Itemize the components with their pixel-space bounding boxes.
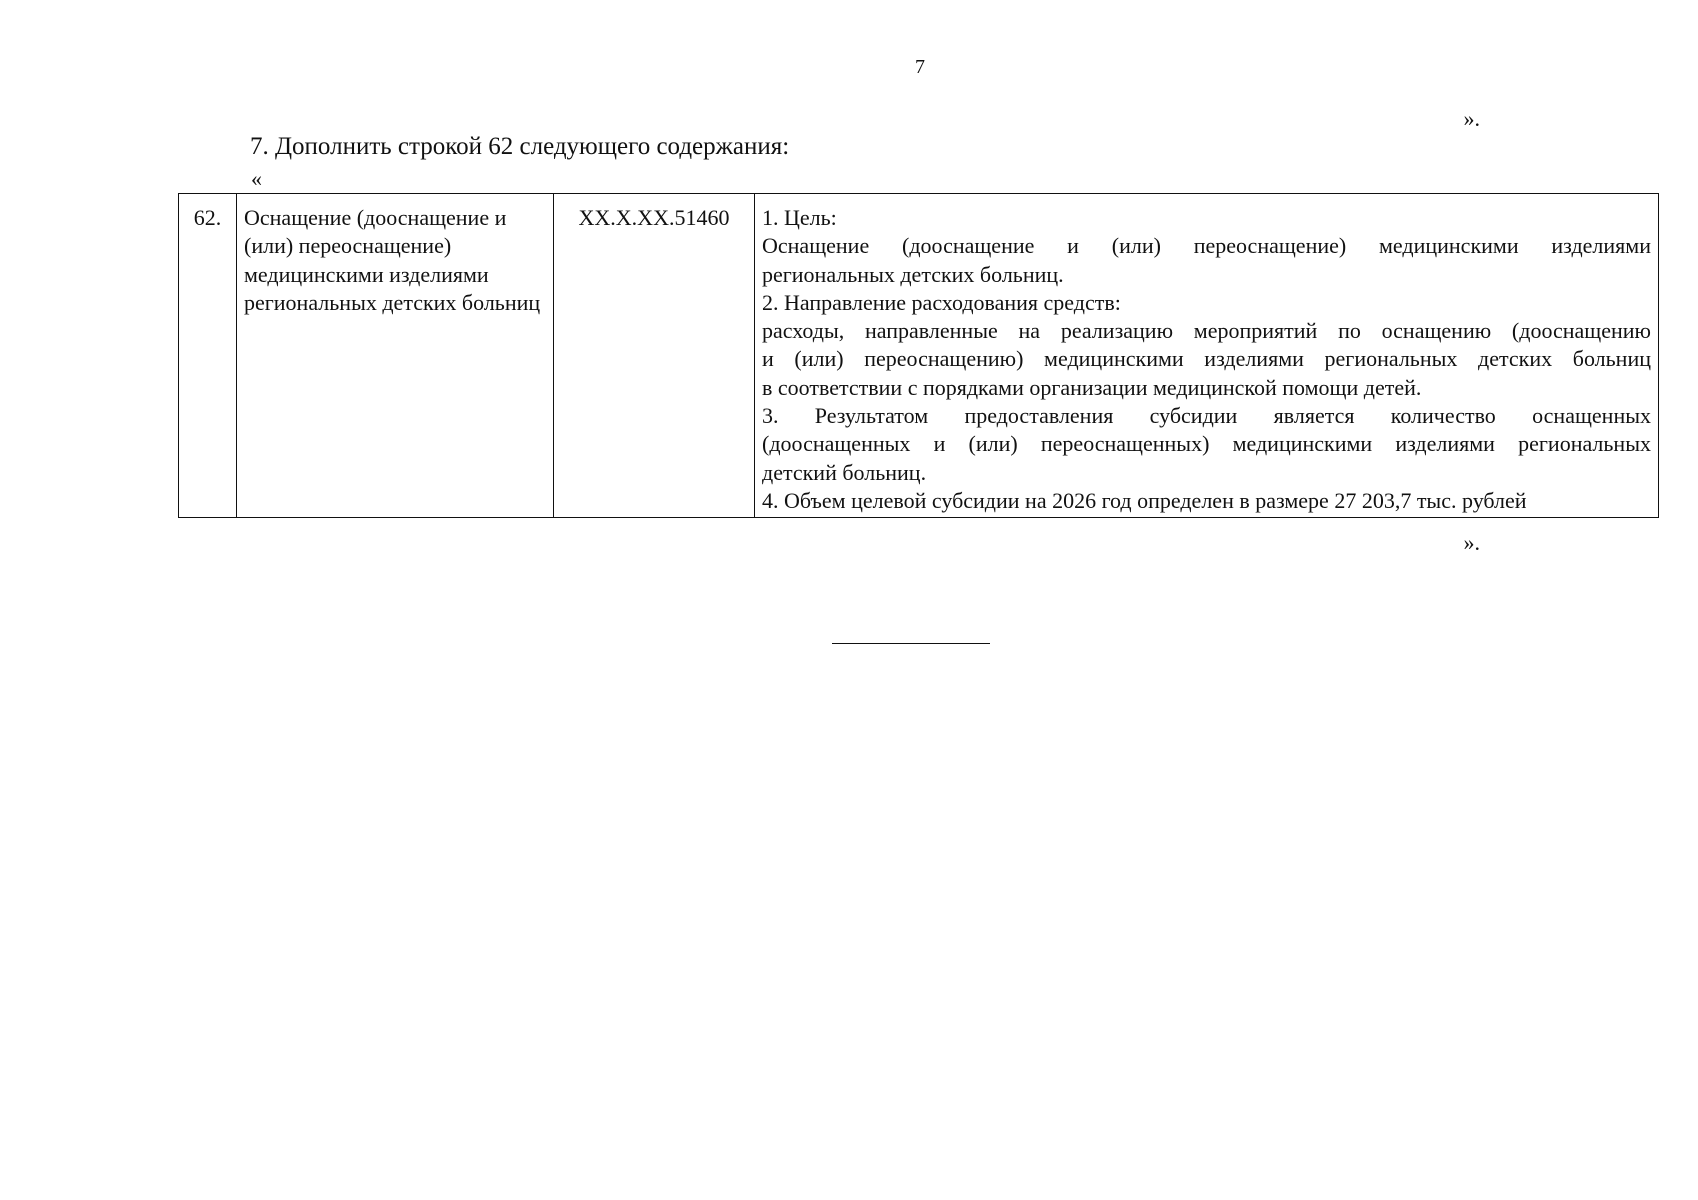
volume-text: 4. Объем целевой субсидии на 2026 год определен в размере 27 203,7 тыс. рублей	[762, 487, 1527, 513]
result-text-line: (дооснащенных и (или) переоснащенных) медицинскими изделиями региональных	[762, 431, 1651, 457]
result-text-line: 3. Результатом предоставления субсидии является количество оснащенных	[762, 403, 1651, 429]
direction-text-line: расходы, направленные на реализацию мероприятий по оснащению (дооснащению	[762, 318, 1651, 344]
row-name-cell: Оснащение (дооснащение и (или) переоснащение) медицинскими изделиями региональных детских больниц	[237, 194, 554, 518]
amendment-instruction: 7. Дополнить строкой 62 следующего содержания:	[250, 133, 790, 160]
page-number: 7	[915, 56, 925, 78]
end-divider	[832, 643, 990, 644]
table-row	[179, 194, 1659, 518]
direction-text-line: в соответствии с порядками организации медицинской помощи детей.	[762, 374, 1422, 400]
goal-text-line: региональных детских больниц.	[762, 261, 1064, 287]
opening-quote: «	[251, 166, 262, 191]
goal-text-line: Оснащение (дооснащение и (или) переоснащение) медицинскими изделиями	[762, 233, 1651, 259]
direction-text-line: и (или) переоснащению) медицинскими изделиями региональных детских больниц	[762, 346, 1651, 372]
amendment-table	[178, 193, 1659, 518]
row-number-cell: 62.	[179, 194, 237, 518]
closing-quote-top: ».	[1463, 106, 1480, 131]
closing-quote-bottom: ».	[1463, 530, 1480, 555]
row-code-cell: XX.X.XX.51460	[554, 194, 755, 518]
goal-heading: 1. Цель:	[762, 205, 837, 230]
direction-heading: 2. Направление расходования средств:	[762, 289, 1121, 315]
row-description-cell	[755, 194, 1659, 518]
result-text-line: детский больниц.	[762, 459, 927, 485]
